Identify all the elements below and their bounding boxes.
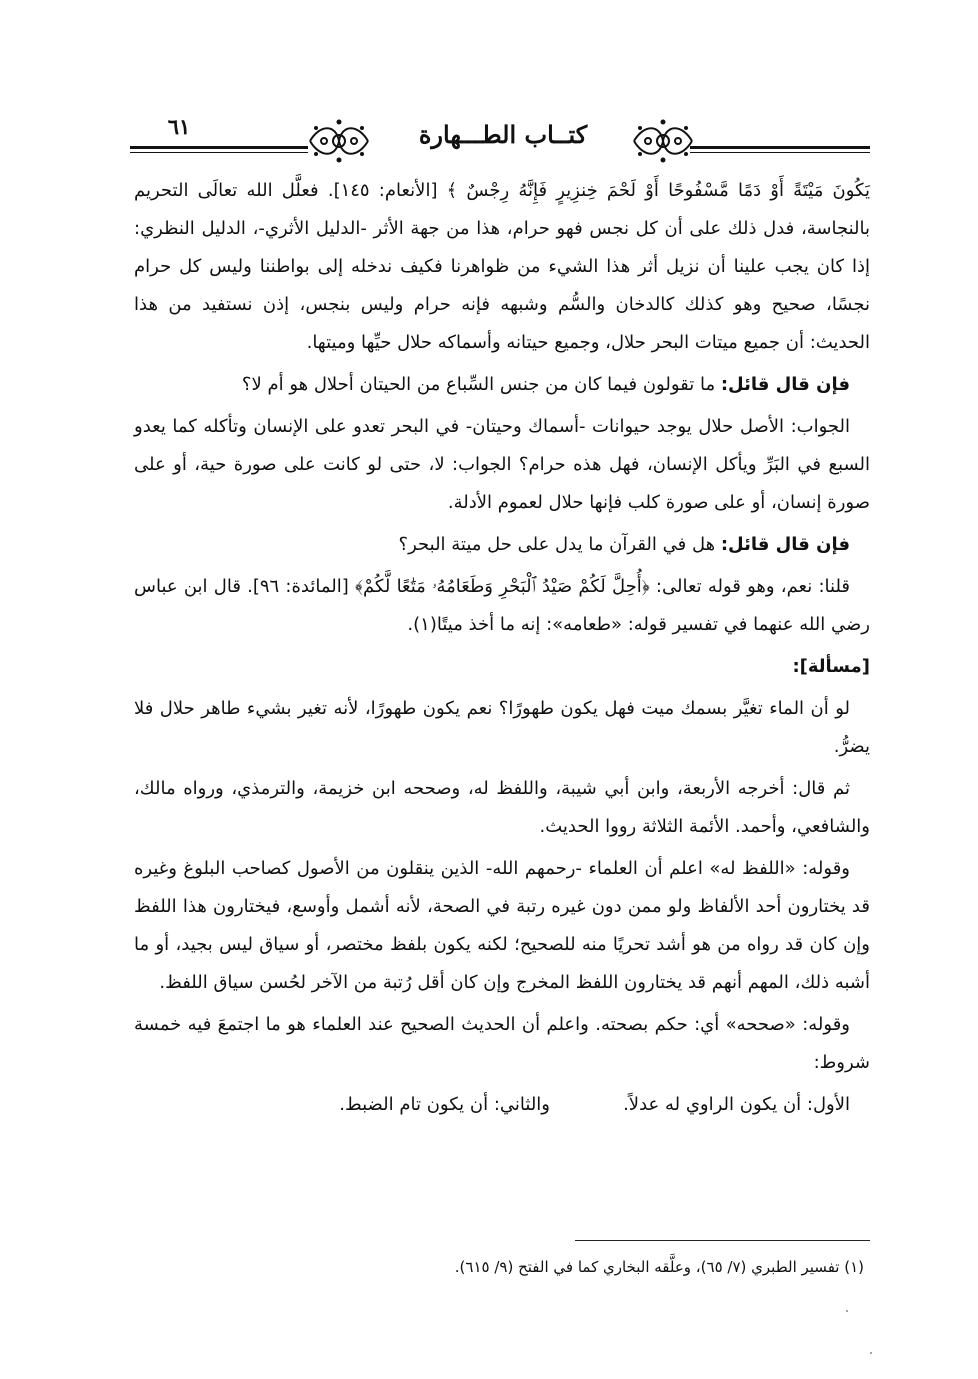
paragraph [134, 366, 870, 404]
running-header [130, 112, 870, 168]
paragraph [134, 172, 870, 362]
conditions-row [134, 1086, 870, 1124]
footnote-rule [575, 1240, 870, 1241]
scan-speck [846, 1310, 848, 1312]
paragraph-text: لو أن الماء تغيَّر بسمك ميت فهل يكون طهورًا؟ نعم يكون طهورًا، لأنه تغير بشيء طاهر حلال فلا يضرُّ. [134, 698, 870, 757]
paragraph-text: وقوله: «اللفظ له» اعلم أن العلماء -رحمهم الله- الذين ينقلون من الأصول كصاحب البلوغ وغيره قد يختارون أحد الألفاظ ولو ممن دون غيره رتبة في الصحة، لأنه أشمل وأوسع، فيختارون هذا اللفظ وإن كان قد رواه من هو أشد تحريًا منه للصحيح؛ لكنه يكون بلفظ مختصر، أو سياق ليس بجيد، أو ما أشبه ذلك، المهم أنهم قد يختارون اللفظ المخرج وإن كان أقل رُتبة من الآخر لحُسن سياق اللفظ. [134, 858, 870, 993]
book-title: كتــاب الطـــهارة [418, 120, 588, 149]
condition-second: والثاني: أن يكون تام الضبط. [339, 1094, 550, 1115]
scan-speck [870, 1352, 872, 1354]
paragraph [134, 770, 870, 846]
paragraph [134, 690, 870, 766]
paragraph-text: هل في القرآن ما يدل على حل ميتة البحر؟ [398, 534, 721, 555]
paragraph-text: يَكُونَ مَيْتَةً أَوْ دَمًا مَّسْفُوحًا أَوْ لَحْمَ خِنزِيرٍ فَإِنَّهُ رِجْسٌ ﴾ [الأنعام: ١٤٥]. فعلَّل الله تعالَى التحريم بالنجاسة، فدل ذلك على أن كل نجس فهو حرام، هذا من جهة الأثر -الدليل الأثري-، الدليل النظري: إذا كان يجب علينا أن نزيل أثر هذا الشيء من ظواهرنا فكيف ندخله إلى بواطننا وليس كل حرام نجسًا، صحيح وهو كذلك كالدخان والسُّم وشبهه فإنه حرام وليس بنجس، إذن نستفيد من هذا الحديث: أن جميع ميتات البحر حلال، وجميع حيتانه وأسماكه حلال حيِّها وميتها. [134, 180, 870, 353]
ornament-left-icon [306, 116, 372, 166]
header-thin-rule-left [130, 152, 308, 153]
paragraph-text: الجواب: الأصل حلال يوجد حيوانات -أسماك وحيتان- في البحر تعدو على الإنسان وتأكله كما يعدو السبع في البَرِّ ويأكل الإنسان، فهل هذه حرام؟ الجواب: لا، حتى لو كانت على صورة حية، أو على صورة إنسان، أو على صورة كلب فإنها حلال لعموم الأدلة. [134, 416, 870, 513]
paragraph [134, 1006, 870, 1082]
paragraph [134, 568, 870, 644]
paragraph [134, 526, 870, 564]
paragraph [134, 408, 870, 522]
body-text [134, 172, 870, 1124]
paragraph-text: وقوله: «صححه» أي: حكم بصحته. واعلم أن الحديث الصحيح عند العلماء هو ما اجتمعَ فيه خمسة شروط: [134, 1014, 870, 1073]
header-rule-right [690, 146, 870, 149]
paragraph-text: ما تقولون فيما كان من جنس السِّباع من الحيتان أحلال هو أم لا؟ [241, 374, 721, 395]
paragraph-text: قلنا: نعم، وهو قوله تعالى: ﴿أُحِلَّ لَكُمْ صَيْدُ ٱلْبَحْرِ وَطَعَامُهُۥ مَتَٰعًا لَّكُمْ﴾ [المائدة: ٩٦]. قال ابن عباس رضي الله عنهما في تفسير قوله: «طعامه»: إنه ما أخذ ميتًا(١). [134, 576, 870, 635]
condition-first: الأول: أن يكون الراوي له عدلاً. [623, 1094, 850, 1115]
header-rule-left [130, 146, 308, 149]
page-number: ٦١ [167, 114, 191, 139]
ornament-right-icon [630, 116, 696, 166]
paragraph-text: ثم قال: أخرجه الأربعة، وابن أبي شيبة، واللفظ له، وصححه ابن خزيمة، والترمذي، ورواه مالك، والشافعي، وأحمد. الأئمة الثلاثة رووا الحديث. [134, 778, 870, 837]
paragraph-lead: فإن قال قائل: [720, 534, 850, 555]
paragraph-lead: فإن قال قائل: [720, 374, 850, 395]
header-thin-rule-right [690, 152, 870, 153]
issue-heading: [مسألة]: [792, 656, 870, 677]
footnote: (١) تفسير الطبري (٧/ ٦٥)، وعلَّقه البخاري كما في الفتح (٩/ ٦١٥). [454, 1258, 864, 1276]
paragraph [134, 850, 870, 1002]
